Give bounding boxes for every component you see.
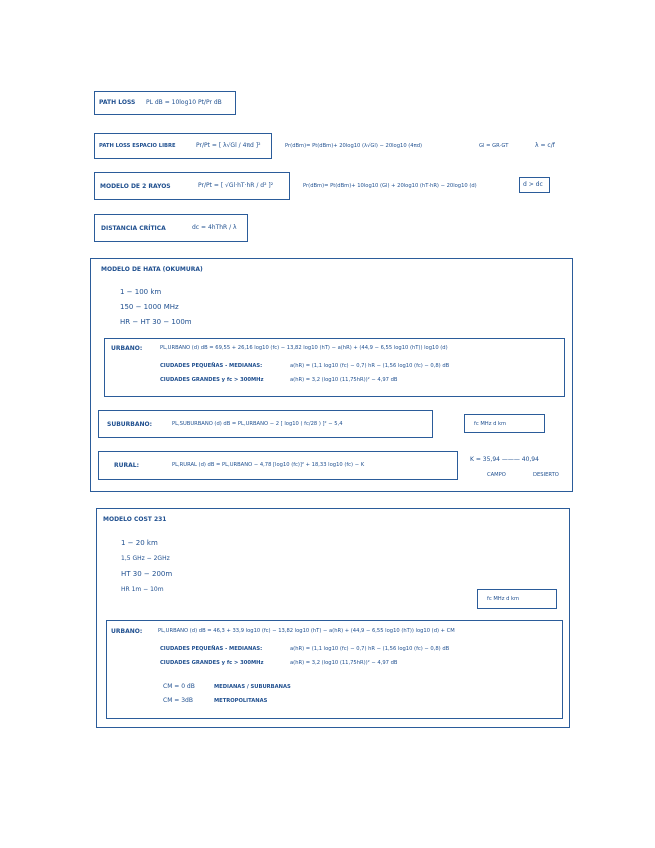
cost231-units-note: fc MHz d km bbox=[487, 596, 520, 602]
two-ray-formula: Pr/Pt = [ √Gl·hT·hR / d² ]² bbox=[198, 182, 274, 189]
hata-urbano-formula: PL,URBANO (d) dB = 69,55 + 26,16 log10 (fc) − 13,82 log10 (hT) − a(hR) + (44,9 − 6,55 log10 (hT)) log10 (d) bbox=[160, 345, 448, 351]
hata-rural-label: RURAL: bbox=[114, 462, 139, 469]
free-space-formula: Pr/Pt = [ λ√Gl / 4πd ]² bbox=[196, 142, 261, 149]
free-space-gain: Gl = GR·GT bbox=[479, 143, 509, 149]
cost231-cm-1-desc: MEDIANAS / SUBURBANAS bbox=[214, 684, 291, 690]
path-loss-label: PATH LOSS bbox=[99, 99, 136, 106]
cost231-urbano-formula: PL,URBANO (d) dB = 46,3 + 33,9 log10 (fc) − 13,82 log10 (hT) − a(hR) + (44,9 − 6,55 log10 (hT)) log10 (d) + CM bbox=[158, 628, 455, 634]
cost231-title: MODELO COST 231 bbox=[103, 516, 167, 523]
cost231-urbano-box bbox=[106, 620, 563, 719]
cost231-range-1: 1 − 20 km bbox=[121, 539, 158, 547]
critical-distance-label: DISTANCIA CRÍTICA bbox=[101, 225, 166, 232]
cost231-ciudades-pm-formula: a(hR) = (1,1 log10 (fc) − 0,7) hR − (1,56 log10 (fc) − 0,8) dB bbox=[290, 646, 450, 652]
hata-title: MODELO DE HATA (OKUMURA) bbox=[101, 266, 203, 273]
cost231-urbano-label: URBANO: bbox=[111, 628, 143, 635]
hata-rural-formula: PL,RURAL (d) dB = PL,URBANO − 4,78 [log10 (fc)]² + 18,33 log10 (fc) − K bbox=[172, 462, 365, 468]
free-space-label: PATH LOSS ESPACIO LIBRE bbox=[99, 143, 176, 149]
hata-ciudades-g-label: CIUDADES GRANDES y fc > 300MHz bbox=[160, 377, 264, 383]
two-ray-pr-dbm: Pr(dBm)= Pt(dBm)+ 10log10 (Gl) + 20log10 (hT·hR) − 20log10 (d) bbox=[303, 183, 477, 189]
hata-k-desierto: DESIERTO bbox=[533, 472, 559, 478]
cost231-range-3: HT 30 − 200m bbox=[121, 570, 173, 578]
hata-range-1: 1 − 100 km bbox=[120, 288, 162, 296]
hata-ciudades-pm-label: CIUDADES PEQUEÑAS - MEDIANAS: bbox=[160, 363, 263, 369]
hata-suburbano-formula: PL,SUBURBANO (d) dB = PL,URBANO − 2 [ log10 ( fc/28 ) ]² − 5,4 bbox=[172, 421, 343, 427]
cost231-range-2: 1,5 GHz − 2GHz bbox=[121, 555, 170, 562]
critical-distance-formula: dc = 4hThR / λ bbox=[192, 224, 237, 231]
cost231-cm-1: CM = 0 dB bbox=[163, 683, 195, 690]
hata-k-campo: CAMPO bbox=[487, 472, 506, 478]
path-loss-formula: PL dB = 10log10 Pt/Pr dB bbox=[146, 99, 222, 106]
two-ray-label: MODELO DE 2 RAYOS bbox=[100, 183, 171, 190]
free-space-pr-dbm: Pr(dBm)= Pt(dBm)+ 20log10 (λ√Gl) − 20log10 (4πd) bbox=[285, 143, 423, 149]
cost231-ciudades-g-label: CIUDADES GRANDES y fc > 300MHz bbox=[160, 660, 264, 666]
free-space-lambda: λ = c/f bbox=[535, 142, 555, 149]
cost231-range-4: HR 1m − 10m bbox=[121, 586, 164, 593]
hata-units-note: fc MHz d km bbox=[474, 421, 507, 427]
cost231-cm-2: CM = 3dB bbox=[163, 697, 193, 704]
hata-range-2: 150 − 1000 MHz bbox=[120, 303, 179, 311]
hata-k-values: K = 35,94 ——— 40,94 bbox=[470, 456, 539, 463]
hata-ciudades-g-formula: a(hR) = 3,2 (log10 (11,75hR))² − 4,97 dB bbox=[290, 377, 398, 383]
cost231-ciudades-pm-label: CIUDADES PEQUEÑAS - MEDIANAS: bbox=[160, 646, 263, 652]
hata-suburbano-label: SUBURBANO: bbox=[107, 421, 152, 428]
cost231-ciudades-g-formula: a(hR) = 3,2 (log10 (11,75hR))² − 4,97 dB bbox=[290, 660, 398, 666]
two-ray-condition: d > dc bbox=[523, 181, 543, 188]
hata-urbano-label: URBANO: bbox=[111, 345, 143, 352]
hata-range-3: HR − HT 30 − 100m bbox=[120, 318, 192, 326]
hata-ciudades-pm-formula: a(hR) = (1,1 log10 (fc) − 0,7) hR − (1,56 log10 (fc) − 0,8) dB bbox=[290, 363, 450, 369]
cost231-cm-2-desc: METROPOLITANAS bbox=[214, 698, 268, 704]
